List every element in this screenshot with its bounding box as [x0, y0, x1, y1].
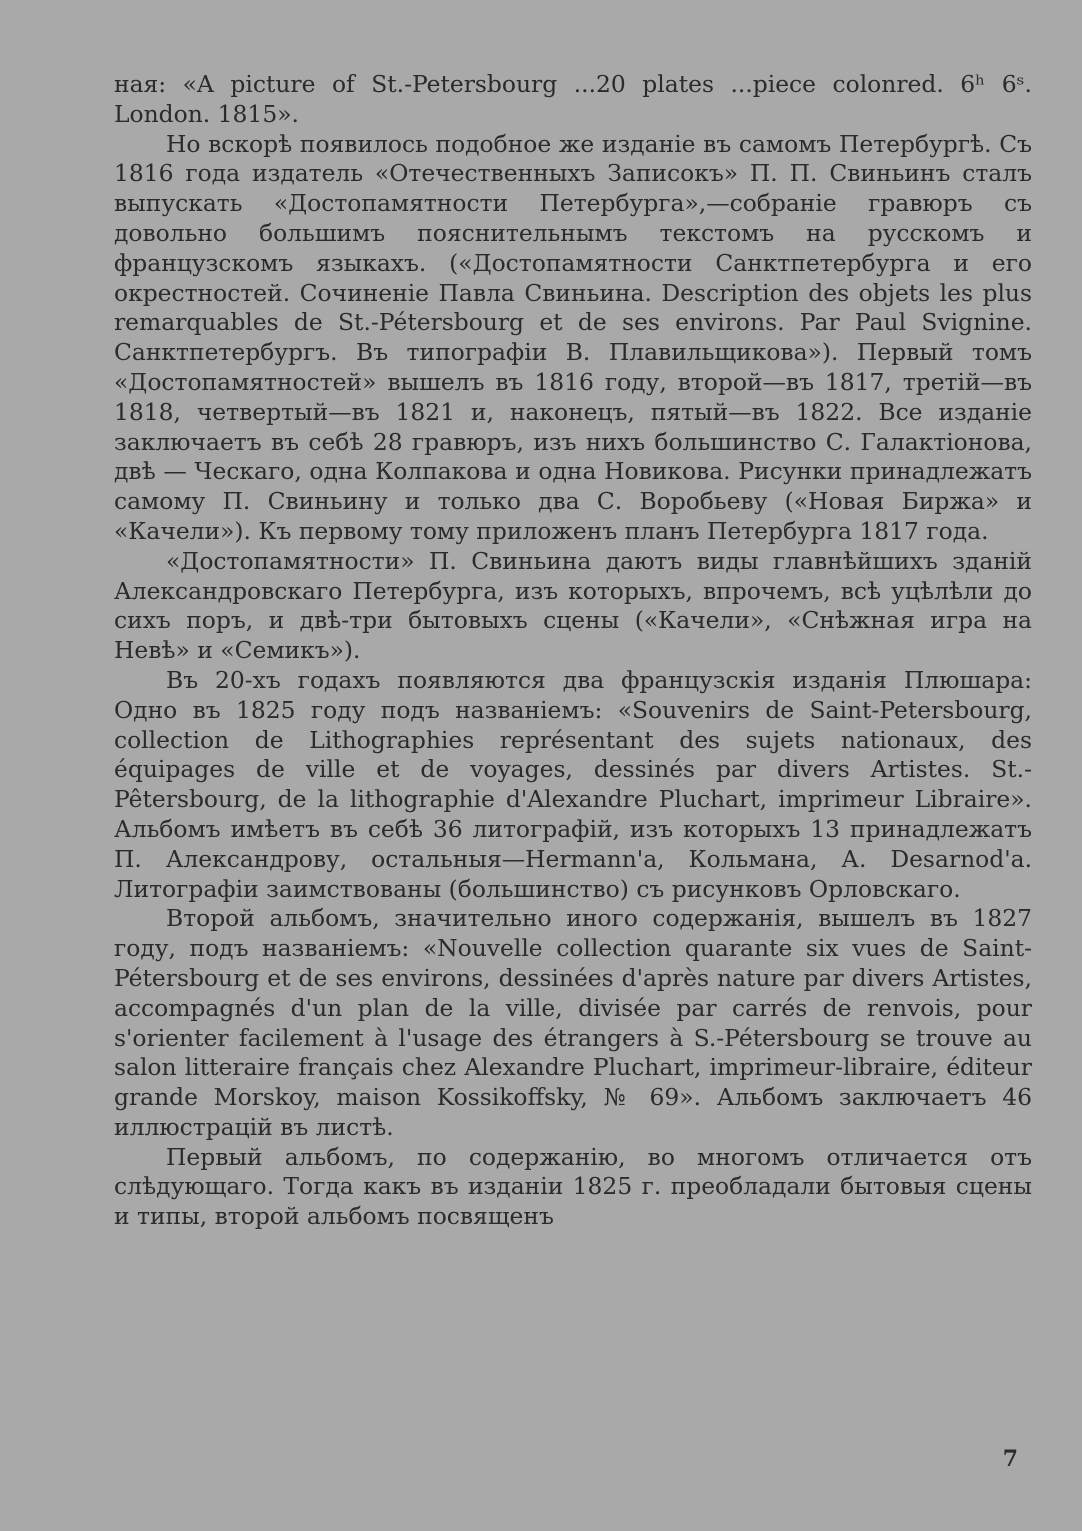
paragraph-pluchart-1827: Второй альбомъ, значительно иного содержанія, вышелъ въ 1827 году, подъ названіемъ: «Nouvelle collection quarante six vues de Saint-Pétersbourg et de ses environs, dessinées d'après nature par divers Artistes, accompagnés d'un plan de la ville, divisée par carrés de renvois, pour s'orienter facilement à l'usage des étrangers à S.-Pétersbourg se trouve au salon litteraire français chez Alexandre Pluchart, imprimeur-libraire, éditeur grande Morskoy, maison Kossikoffsky, № 69». Альбомъ заключаетъ 46 иллюстрацій въ листѣ.	[114, 904, 1032, 1141]
paragraph-svinyin: Но вскорѣ появилось подобное же изданіе въ самомъ Петербургѣ. Съ 1816 года издатель «Отечественныхъ Записокъ» П. П. Свиньинъ сталъ выпускать «Достопамятности Петербурга»,—собраніе гравюръ съ довольно большимъ пояснительнымъ текстомъ на русскомъ и французскомъ языкахъ. («Достопамятности Санктпетербурга и его окрестностей. Сочиненіе Павла Свиньина. Description des objets les plus remarquables de St.-Pétersbourg et de ses environs. Par Paul Svignine. Санктпетербургъ. Въ типографіи В. Плавильщикова»). Первый томъ «Достопамятностей» вышелъ въ 1816 году, второй—въ 1817, третій—въ 1818, четвертый—въ 1821 и, наконецъ, пятый—въ 1822. Все изданіе заключаетъ въ себѣ 28 гравюръ, изъ нихъ большинство С. Галактіонова, двѣ — Ческаго, одна Колпакова и одна Новикова. Рисунки принадлежатъ самому П. Свиньину и только два С. Воробьеву («Новая Биржа» и «Качели»). Къ первому тому приложенъ планъ Петербурга 1817 года.	[114, 129, 1032, 545]
paragraph-comparison: Первый альбомъ, по содержанію, во многомъ отличается отъ слѣдующаго. Тогда какъ въ изданіи 1825 г. преобладали бытовыя сцены и типы, второй альбомъ посвященъ	[114, 1142, 1032, 1231]
paragraph-dostopamyatnosti: «Достопамятности» П. Свиньина даютъ виды главнѣйшихъ зданій Александровскаго Петербурга, изъ которыхъ, впрочемъ, всѣ уцѣлѣли до сихъ поръ, и двѣ-три бытовыхъ сцены («Качели», «Снѣжная игра на Невѣ» и «Семикъ»).	[114, 546, 1032, 665]
paragraph-continuation: ная: «A picture of St.-Petersbourg ...20 plates ...piece colonred. 6ʰ 6ˢ. London. 1815».	[114, 70, 1032, 128]
page-number: 7	[1002, 1446, 1018, 1472]
paragraph-pluchart-1825: Въ 20-хъ годахъ появляются два французскія изданія Плюшара: Одно въ 1825 году подъ названіемъ: «Souvenirs de Saint-Petersbourg, collection de Lithographies représentant des sujets nationaux, des équipages de ville et de voyages, dessinés par divers Artistes. St.-Pêtersbourg, de la lithographie d'Alexandre Pluchart, imprimeur Libraire». Альбомъ имѣетъ въ себѣ 36 литографій, изъ которыхъ 13 принадлежатъ П. Александрову, остальныя—Hermann'а, Кольмана, А. Desarnod'а. Литографіи заимствованы (большинство) съ рисунковъ Орловскаго.	[114, 665, 1032, 903]
body-text	[114, 70, 1032, 1232]
